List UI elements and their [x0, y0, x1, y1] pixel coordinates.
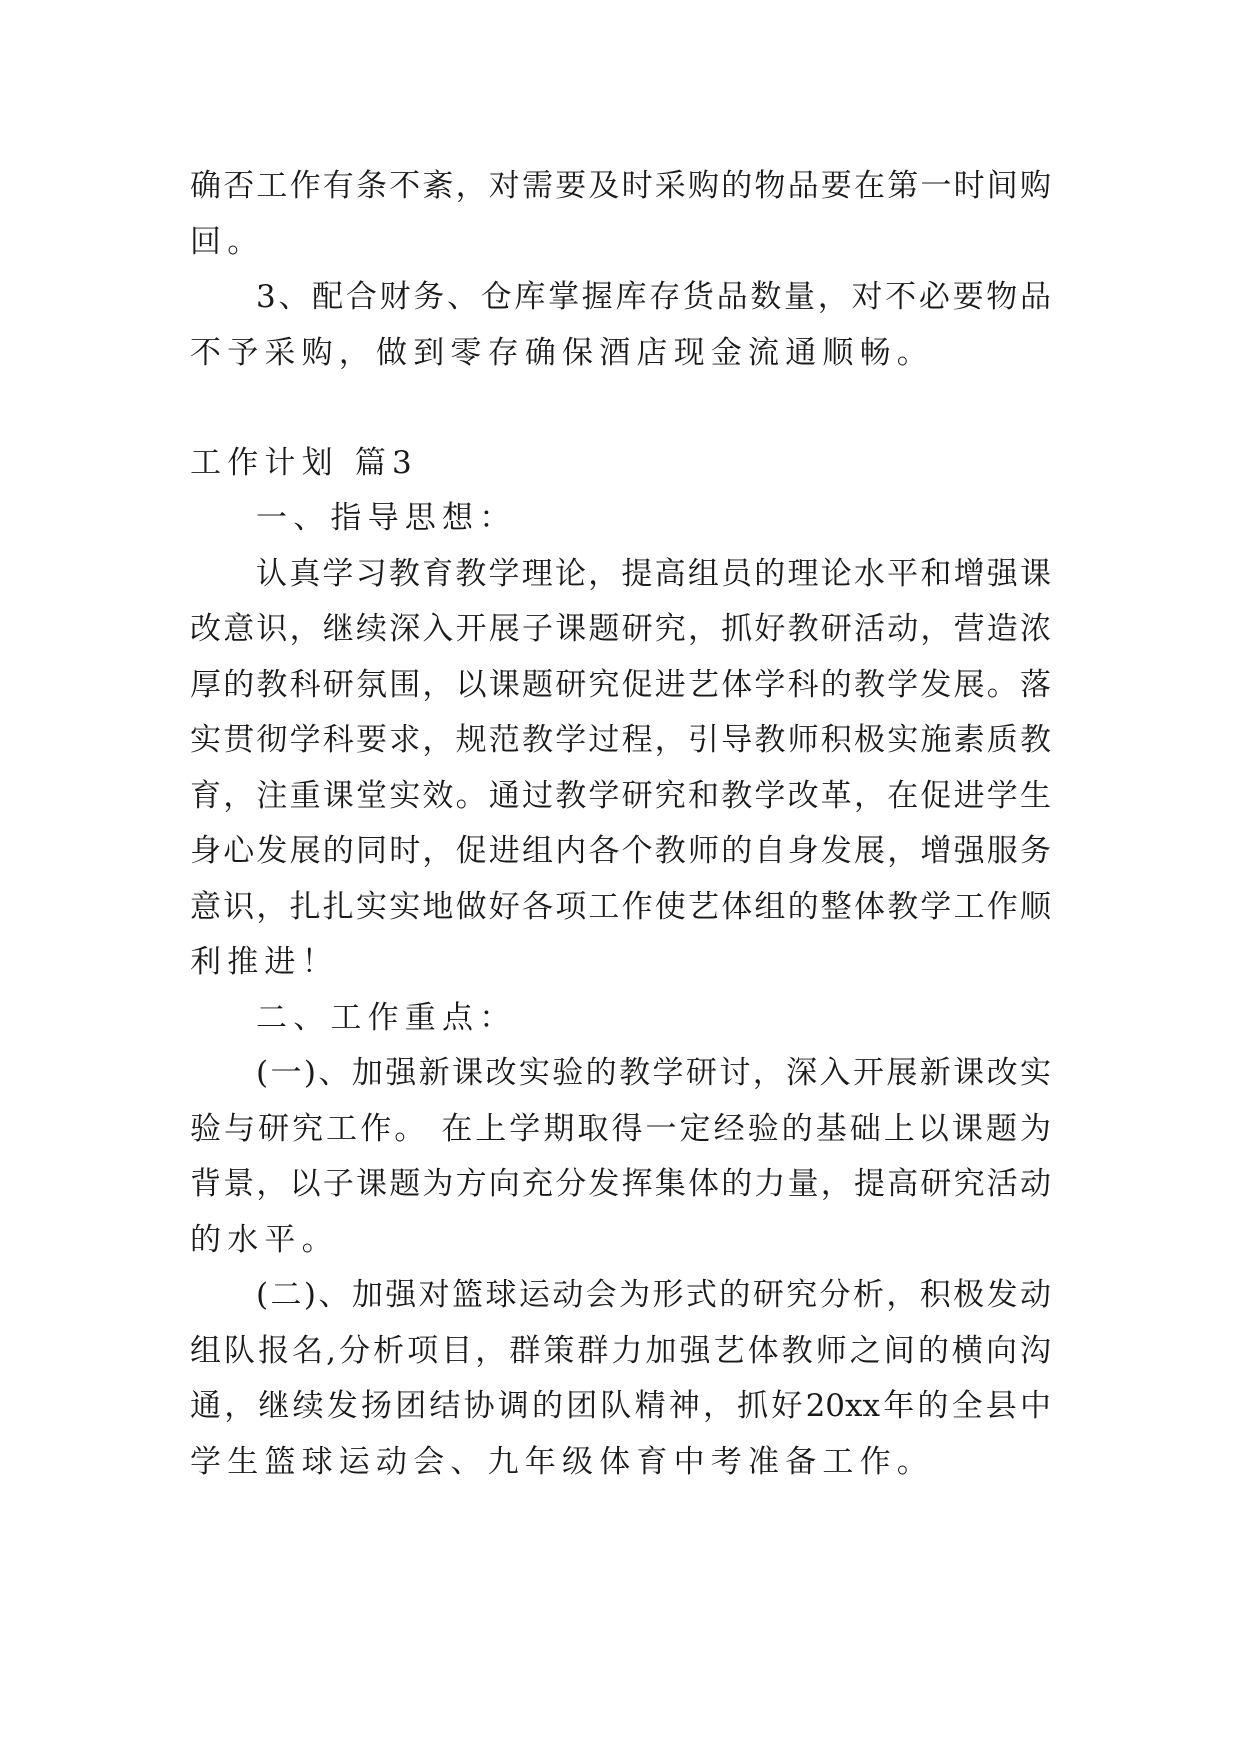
text-line: 认真学习教育教学理论，提高组员的理论水平和增强课 [256, 556, 1051, 592]
text-line: (二)、加强对篮球运动会为形式的研究分析，积极发动 [256, 1277, 1051, 1313]
text-line: 身心发展的同时，促进组内各个教师的自身发展，增强服务 [190, 833, 1051, 869]
text-line: 利推进！ [190, 944, 339, 980]
text-line: 育，注重课堂实效。通过教学研究和教学改革，在促进学生 [190, 778, 1051, 814]
heading: 一、指导思想： [256, 500, 517, 536]
text-line: 学生篮球运动会、九年级体育中考准备工作。 [190, 1444, 934, 1480]
text-line: 3、配合财务、仓库掌握库存货品数量，对不必要物品 [256, 279, 1051, 315]
text-line: 回。 [190, 224, 265, 260]
text-line: 组队报名,分析项目，群策群力加强艺体教师之间的横向沟 [190, 1333, 1051, 1369]
text-line: 厚的教科研氛围，以课题研究促进艺体学科的教学发展。落 [190, 667, 1051, 703]
text-line: 实贯彻学科要求，规范教学过程，引导教师积极实施素质教 [190, 722, 1051, 758]
text-line: 验与研究工作。 在上学期取得一定经验的基础上以课题为 [190, 1111, 1051, 1147]
text-line: 通，继续发扬团结协调的团队精神，抓好20xx年的全县中 [190, 1388, 1051, 1424]
section-title: 工作计划 篇3 [190, 445, 418, 481]
heading: 二、工作重点： [256, 1000, 517, 1036]
text-line: 确否工作有条不紊，对需要及时采购的物品要在第一时间购 [190, 168, 1051, 204]
text-line: 背景，以子课题为方向充分发挥集体的力量，提高研究活动 [190, 1166, 1051, 1202]
text-line: 意识，扎扎实实地做好各项工作使艺体组的整体教学工作顺 [190, 889, 1051, 925]
text-line: (一)、加强新课改实验的教学研讨，深入开展新课改实 [256, 1055, 1051, 1091]
text-line: 的水平。 [190, 1222, 339, 1258]
text-line: 改意识，继续深入开展子课题研究，抓好教研活动，营造浓 [190, 611, 1051, 647]
text-line: 不予采购，做到零存确保酒店现金流通顺畅。 [190, 335, 934, 371]
